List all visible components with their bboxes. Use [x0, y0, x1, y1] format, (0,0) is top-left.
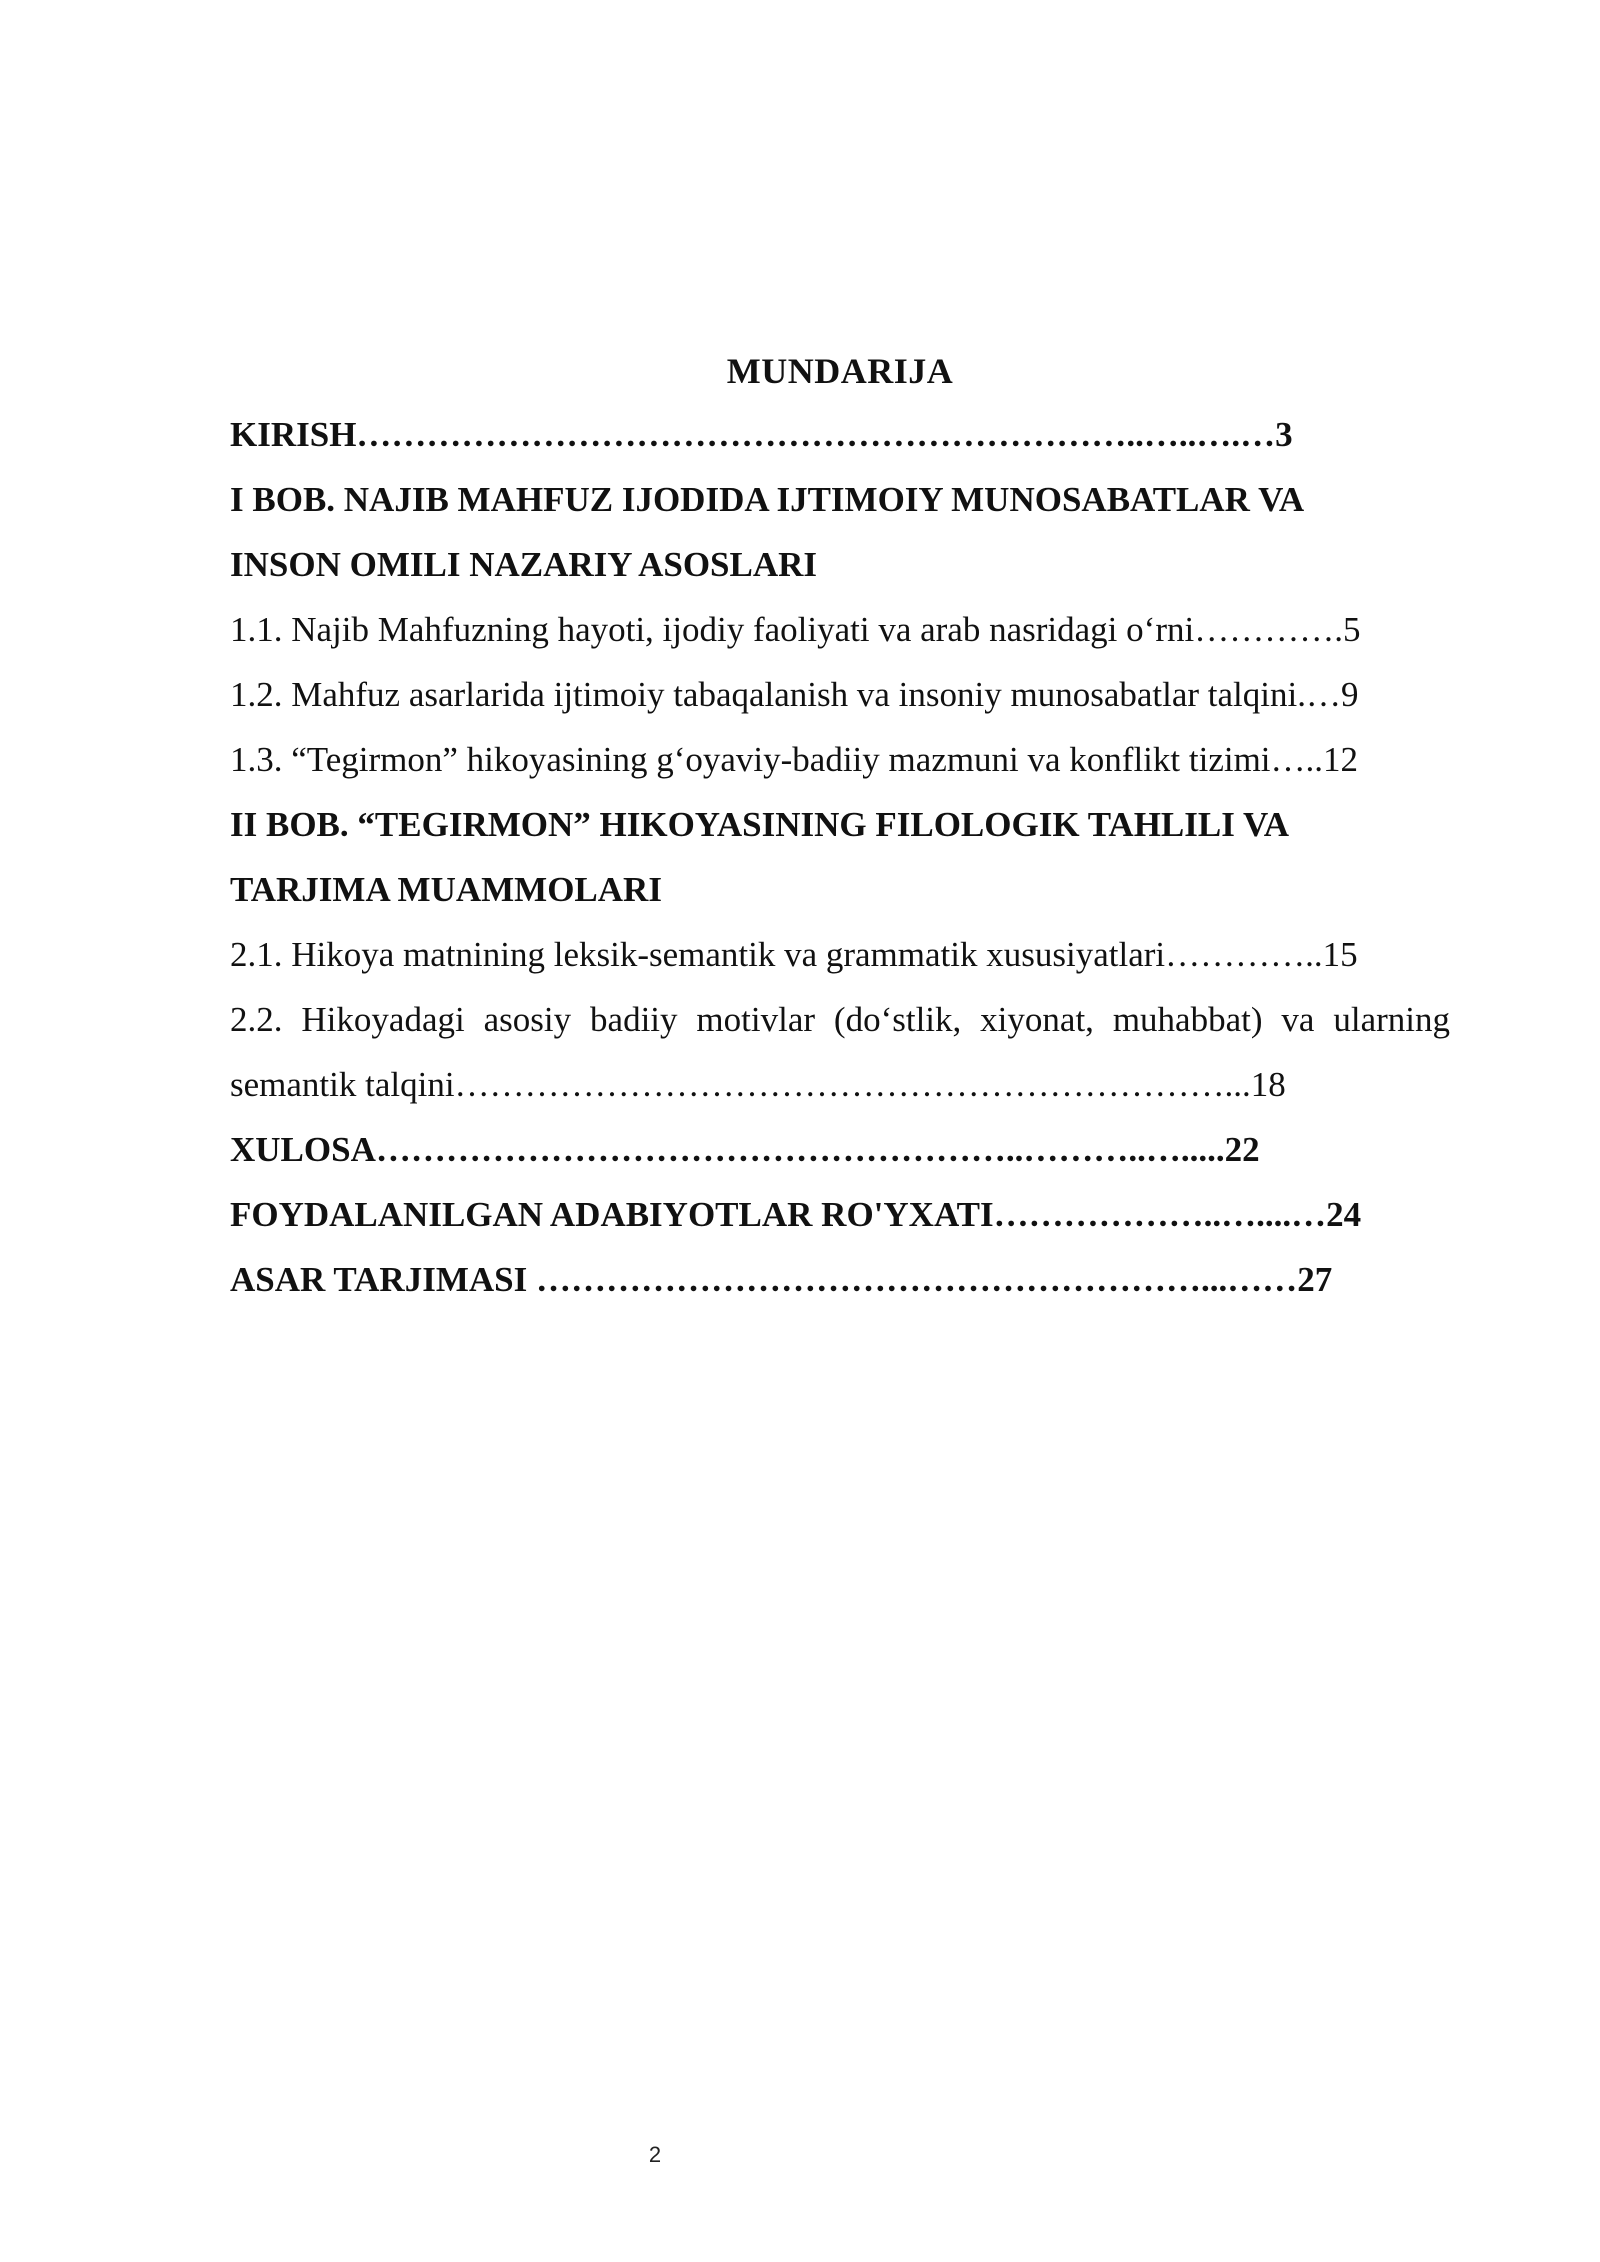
toc-entry-2-2-line-2: semantik talqini…………………………………………………………...18: [230, 1065, 1286, 1104]
toc-entry-1-1: 1.1. Najib Mahfuzning hayoti, ijodiy faoliyati va arab nasridagi oʻrni………….5: [230, 610, 1361, 649]
toc-entry-introduction: KIRISH…………………………………………………………..…..….…3: [230, 415, 1293, 454]
toc-chapter-1-heading-line-1: I BOB. NAJIB MAHFUZ IJODIDA IJTIMOIY MUNOSABATLAR VA: [230, 480, 1305, 519]
toc-entry-2-1: 2.1. Hikoya matnining leksik-semantik va grammatik xususiyatlari…………..15: [230, 935, 1358, 974]
toc-entry-references: FOYDALANILGAN ADABIYOTLAR RO'YXATI………………..…....…24: [230, 1195, 1362, 1234]
toc-entry-conclusion: XULOSA………………………………………………..………..….....22: [230, 1130, 1260, 1169]
toc-entry-1-3: 1.3. “Tegirmon” hikoyasining gʻoyaviy-badiiy mazmuni va konflikt tizimi…..12: [230, 740, 1359, 779]
toc-chapter-1-heading-line-2: INSON OMILI NAZARIY ASOSLARI: [230, 545, 818, 584]
toc-title: MUNDARIJA: [726, 351, 954, 391]
toc-chapter-2-heading-line-2: TARJIMA MUAMMOLARI: [230, 870, 662, 909]
toc-entry-translation: ASAR TARJIMASI …………………………………………………...……27: [230, 1260, 1333, 1299]
toc-chapter-2-heading-line-1: II BOB. “TEGIRMON” HIKOYASINING FILOLOGIK TAHLILI VA: [230, 805, 1290, 844]
toc-entry-1-2: 1.2. Mahfuz asarlarida ijtimoiy tabaqalanish va insoniy munosabatlar talqini.…9: [230, 675, 1359, 714]
page-number: 2: [648, 2142, 662, 2167]
table-of-contents: [230, 340, 1450, 1312]
toc-entry-2-2-line-1: 2.2. Hikoyadagi asosiy badiiy motivlar (doʻstlik, xiyonat, muhabbat) va ularning: [230, 1000, 1450, 1039]
